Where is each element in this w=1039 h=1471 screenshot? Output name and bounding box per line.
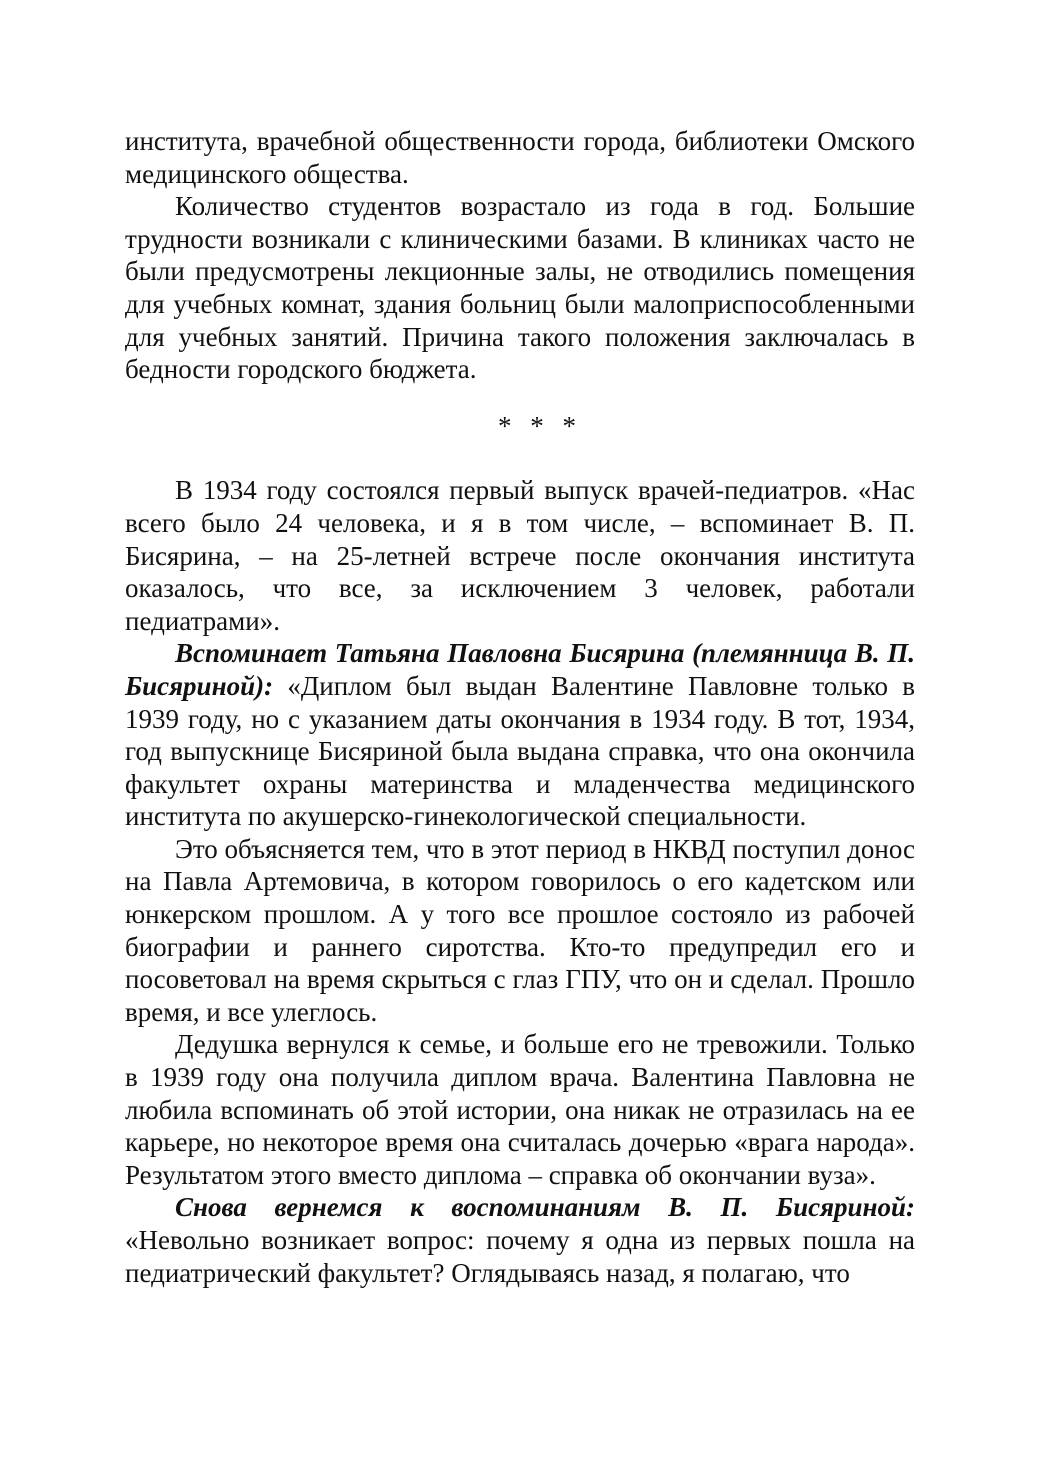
paragraph-4-lead: Вспоминает Татьяна Павловна Бисярина (племянница В. П. Бисяриной):: [125, 638, 915, 701]
paragraph-7-text: «Невольно возникает вопрос: почему я одна из первых пошла на педиатрический факультет? Оглядываясь назад, я полагаю, что: [125, 1225, 915, 1288]
document-page: [125, 125, 915, 1289]
paragraph-7-lead: Снова вернемся к воспоминаниям В. П. Бисяриной:: [175, 1192, 915, 1223]
paragraph-4: [125, 637, 915, 833]
paragraph-3: В 1934 году состоялся первый выпуск врачей-педиатров. «Нас всего было 24 человека, и я в том числе, – вспоминает В. П. Бисярина, – на 25-летней встрече после окончания института оказалось, что все, за исключением 3 человек, работали педиатрами».: [125, 475, 915, 636]
paragraph-7: [125, 1191, 915, 1289]
paragraph-5: Это объясняется тем, что в этот период в НКВД поступил донос на Павла Артемовича, в котором говорилось о его кадетском или юнкерском прошлом. А у того все прошлое состояло из рабочей биографии и раннего сиротства. Кто-то предупредил его и посоветовал на время скрыться с глаз ГПУ, что он и сделал. Прошло время, и все улеглось.: [125, 833, 915, 1027]
paragraph-6: Дедушка вернулся к семье, и больше его не тревожили. Только в 1939 году она получила диплом врача. Валентина Павловна не любила вспоминать об этой истории, она никак не отразилась на ее карьере, но некоторое время она считалась дочерью «врага народа». Результатом этого вместо диплома – справка об окончании вуза».: [125, 1029, 915, 1190]
paragraph-2: Количество студентов возрастало из года в год. Большие трудности возникали с клиническими базами. В клиниках часто не были предусмотрены лекционные залы, не отводились помещения для учебных комнат, здания больниц были малоприспособленными для учебных занятий. Причина такого положения заключалась в бедности городского бюджета.: [125, 191, 915, 385]
paragraph-1: института, врачебной общественности города, библиотеки Омского медицинского общества.: [125, 126, 915, 189]
section-separator: * * *: [498, 410, 582, 441]
paragraph-4-text: «Диплом был выдан Валентине Павловне только в 1939 году, но с указанием даты окончания в 1934 году. В тот, 1934, год выпускнице Бисяриной была выдана справка, что она окончила факультет охраны материнства и младенчества медицинского института по акушерско-гинекологической специальности.: [125, 670, 915, 832]
